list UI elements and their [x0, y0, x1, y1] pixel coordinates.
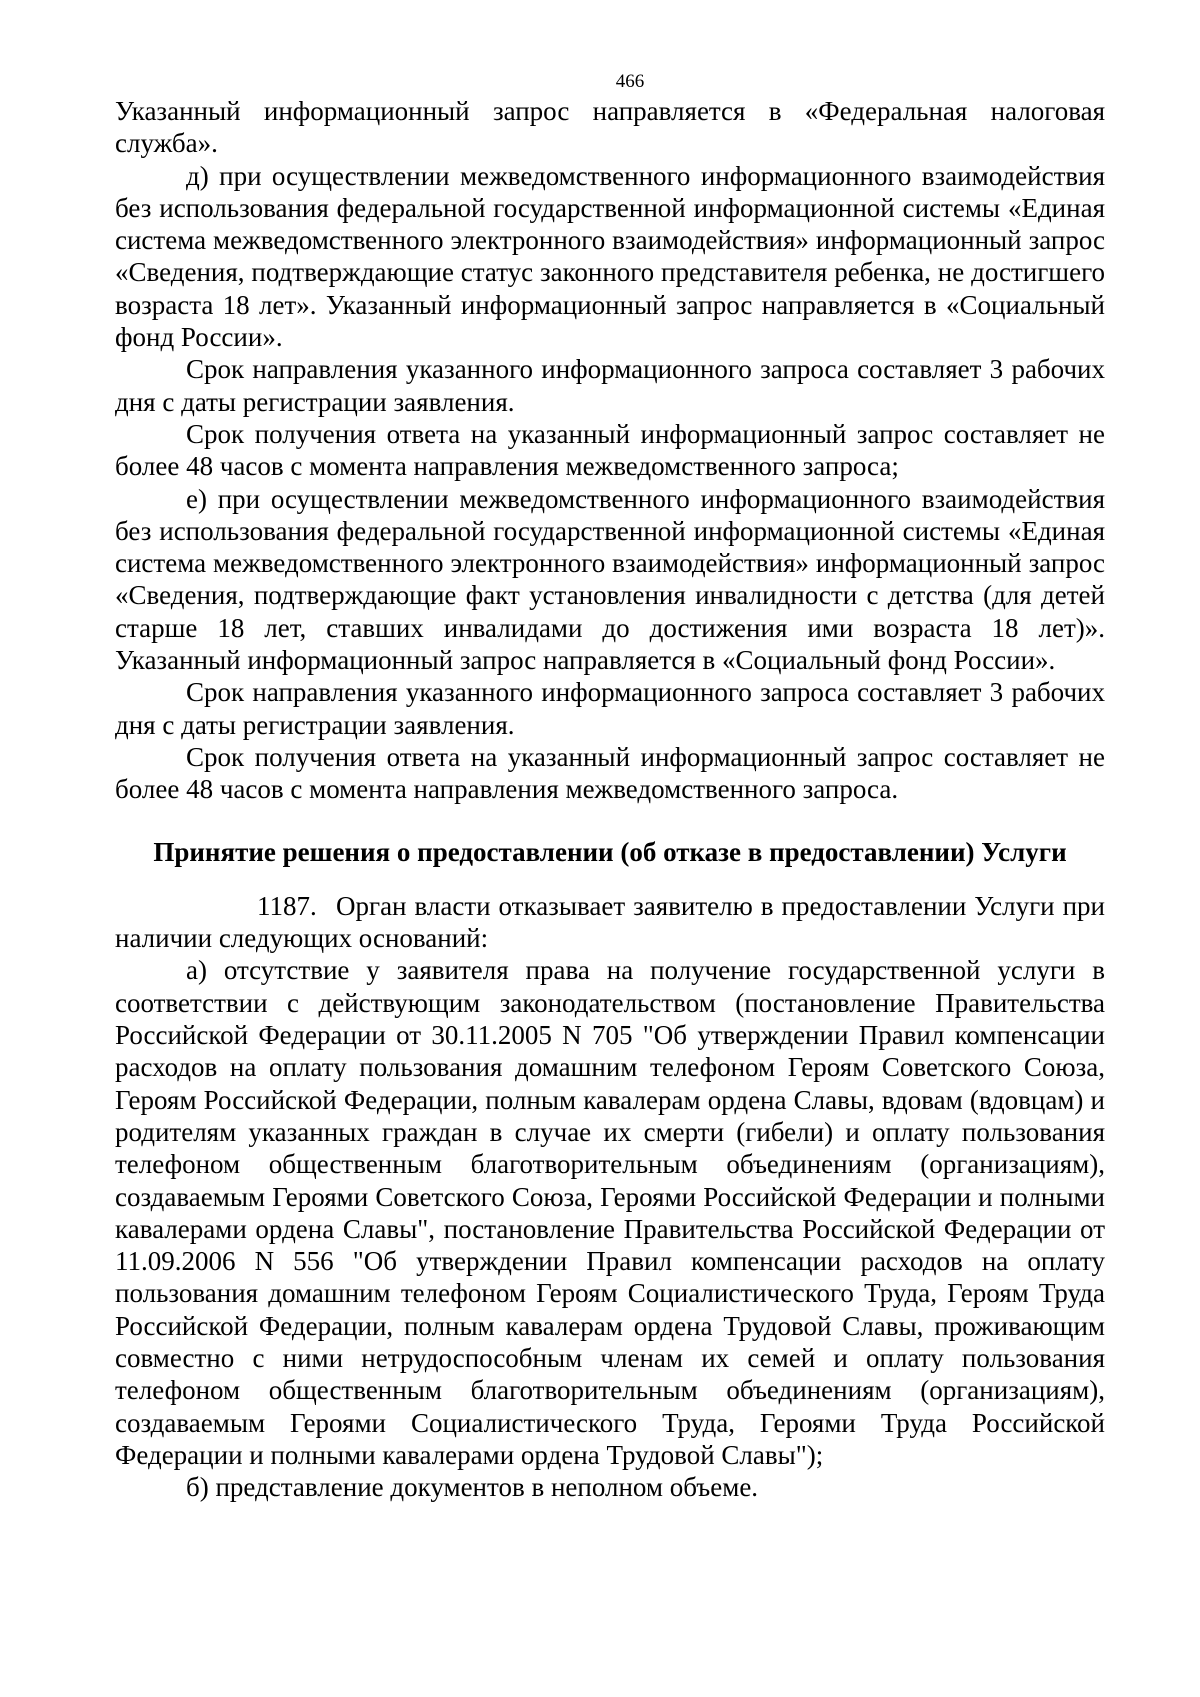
- paragraph: Срок направления указанного информационного запроса составляет 3 рабочих дня с даты регистрации заявления.: [115, 677, 1105, 740]
- paragraph: а) отсутствие у заявителя права на получение государственной услуги в соответствии с действующим законодательством (постановление Правительства Российской Федерации от 30.11.2005 N 705 "Об утверждении Правил компенсации расходов на оплату пользования домашним телефоном Героям Советского Союза, Героям Российской Федерации, полным кавалерам ордена Славы, вдовам (вдовцам) и родителям указанных граждан в случае их смерти (гибели) и оплату пользования телефоном общественным благотворительным объединениям (организациям), создаваемым Героями Советского Союза, Героями Российской Федерации и полными кавалерами ордена Славы", постановление Правительства Российской Федерации от 11.09.2006 N 556 "Об утверждении Правил компенсации расходов на оплату пользования домашним телефоном Героям Социалистического Труда, Героям Труда Российской Федерации, полным кавалерам ордена Трудовой Славы, проживающим совместно с ними нетрудоспособным членам их семей и оплату пользования телефоном общественным благотворительным объединениям (организациям), создаваемым Героями Социалистического Труда, Героями Труда Российской Федерации и полными кавалерами ордена Трудовой Славы");: [115, 955, 1105, 1470]
- paragraph: д) при осуществлении межведомственного информационного взаимодействия без использования федеральной государственной информационной системы «Единая система межведомственного электронного взаимодействия» информационный запрос «Сведения, подтверждающие статус законного представителя ребенка, не достигшего возраста 18 лет». Указанный информационный запрос направляется в «Социальный фонд России».: [115, 160, 1105, 353]
- numbered-item: [115, 890, 1105, 955]
- section-heading: Принятие решения о предоставлении (об отказе в предоставлении) Услуги: [153, 836, 1067, 867]
- document-body: [115, 95, 1105, 1503]
- paragraph: Срок направления указанного информационного запроса составляет 3 рабочих дня с даты регистрации заявления.: [115, 354, 1105, 417]
- item-number: 1187.: [257, 890, 317, 921]
- paragraph: Указанный информационный запрос направляется в «Федеральная налоговая служба».: [115, 96, 1105, 159]
- paragraph: Срок получения ответа на указанный информационный запрос составляет не более 48 часов с момента направления межведомственного запроса.: [115, 741, 1105, 805]
- page-number: 466: [615, 71, 645, 92]
- paragraph: е) при осуществлении межведомственного информационного взаимодействия без использования федеральной государственной информационной системы «Единая система межведомственного электронного взаимодействия» информационный запрос «Сведения, подтверждающие факт установления инвалидности с детства (для детей старше 18 лет, ставших инвалидами до достижения ими возраста 18 лет)». Указанный информационный запрос направляется в «Социальный фонд России».: [115, 483, 1105, 676]
- paragraph: Срок получения ответа на указанный информационный запрос составляет не более 48 часов с момента направления межведомственного запроса;: [115, 418, 1105, 482]
- paragraph: б) представление документов в неполном объеме.: [186, 1472, 759, 1503]
- item-text: Орган власти отказывает заявителю в предоставлении Услуги при наличии следующих оснований:: [115, 890, 1105, 954]
